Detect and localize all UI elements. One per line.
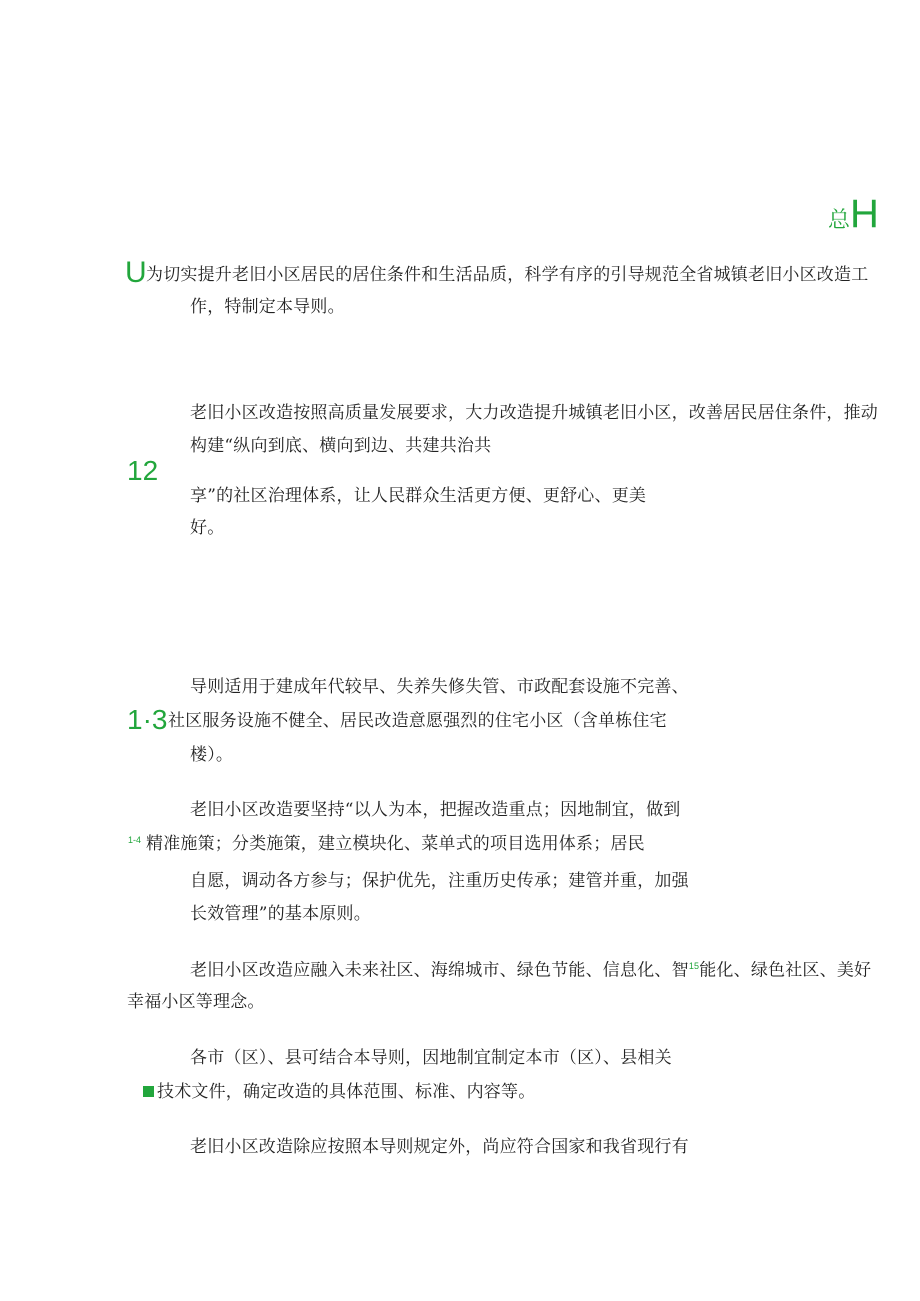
p4-line2: 精准施策；分类施策，建立模块化、菜单式的项目选用体系；居民 <box>146 834 645 854</box>
square-bullet-icon <box>143 1086 154 1097</box>
chapter-heading <box>828 194 879 234</box>
section-number-1-4: 1-4 <box>128 835 142 845</box>
p1-line2: 作，特制定本导则。 <box>190 297 345 317</box>
section-number-1-5: 15 <box>688 961 700 971</box>
p1-line1: 为切实提升老旧小区居民的居住条件和生活品质，科学有序的引导规范全省城镇老旧小区改造工 <box>146 265 869 285</box>
p4-line4: 长效管理”的基本原则。 <box>190 904 371 924</box>
p6-line1: 各市（区）、县可结合本导则，因地制宜制定本市（区）、县相关 <box>190 1048 672 1068</box>
p4-line1: 老旧小区改造要坚持“以人为本，把握改造重点；因地制宜，做到 <box>190 800 681 820</box>
p6-line2: 技术文件，确定改造的具体范围、标准、内容等。 <box>157 1082 536 1102</box>
p2-line4: 好。 <box>190 518 225 538</box>
p5-line1-part-b: 能化、绿色社区、美好 <box>699 960 872 981</box>
chapter-heading-char: 总 <box>828 208 851 233</box>
p3-line1: 导则适用于建成年代较早、失养失修失管、市政配套设施不完善、 <box>190 677 689 697</box>
p2-line3: 享”的社区治理体系，让人民群众生活更方便、更舒心、更美 <box>190 486 647 506</box>
section-number-1-2: 12 <box>127 455 159 486</box>
p3-line2: 社区服务设施不健全、居民改造意愿强烈的住宅小区（含单栋住宅 <box>168 711 667 731</box>
p5-line2: 幸福小区等理念。 <box>127 992 265 1012</box>
p5-line1-part-a: 老旧小区改造应融入未来社区、海绵城市、绿色节能、信息化、智 <box>190 960 689 981</box>
chapter-heading-letter: H <box>850 192 879 236</box>
p3-line3: 楼）。 <box>190 745 234 765</box>
section-number-1-3: 1·3 <box>127 704 168 735</box>
p2-line2: 构建“纵向到底、横向到边、共建共治共 <box>190 436 492 456</box>
p7-line1: 老旧小区改造除应按照本导则规定外，尚应符合国家和我省现行有 <box>190 1137 689 1157</box>
p4-line3: 自愿，调动各方参与；保护优先，注重历史传承；建管并重，加强 <box>190 871 689 891</box>
section-marker-1-1: U <box>125 256 147 289</box>
p6-line2-row <box>143 1084 535 1101</box>
p2-line1: 老旧小区改造按照高质量发展要求，大力改造提升城镇老旧小区，改善居民居住条件，推动 <box>190 403 878 423</box>
p5-line1 <box>190 962 871 980</box>
